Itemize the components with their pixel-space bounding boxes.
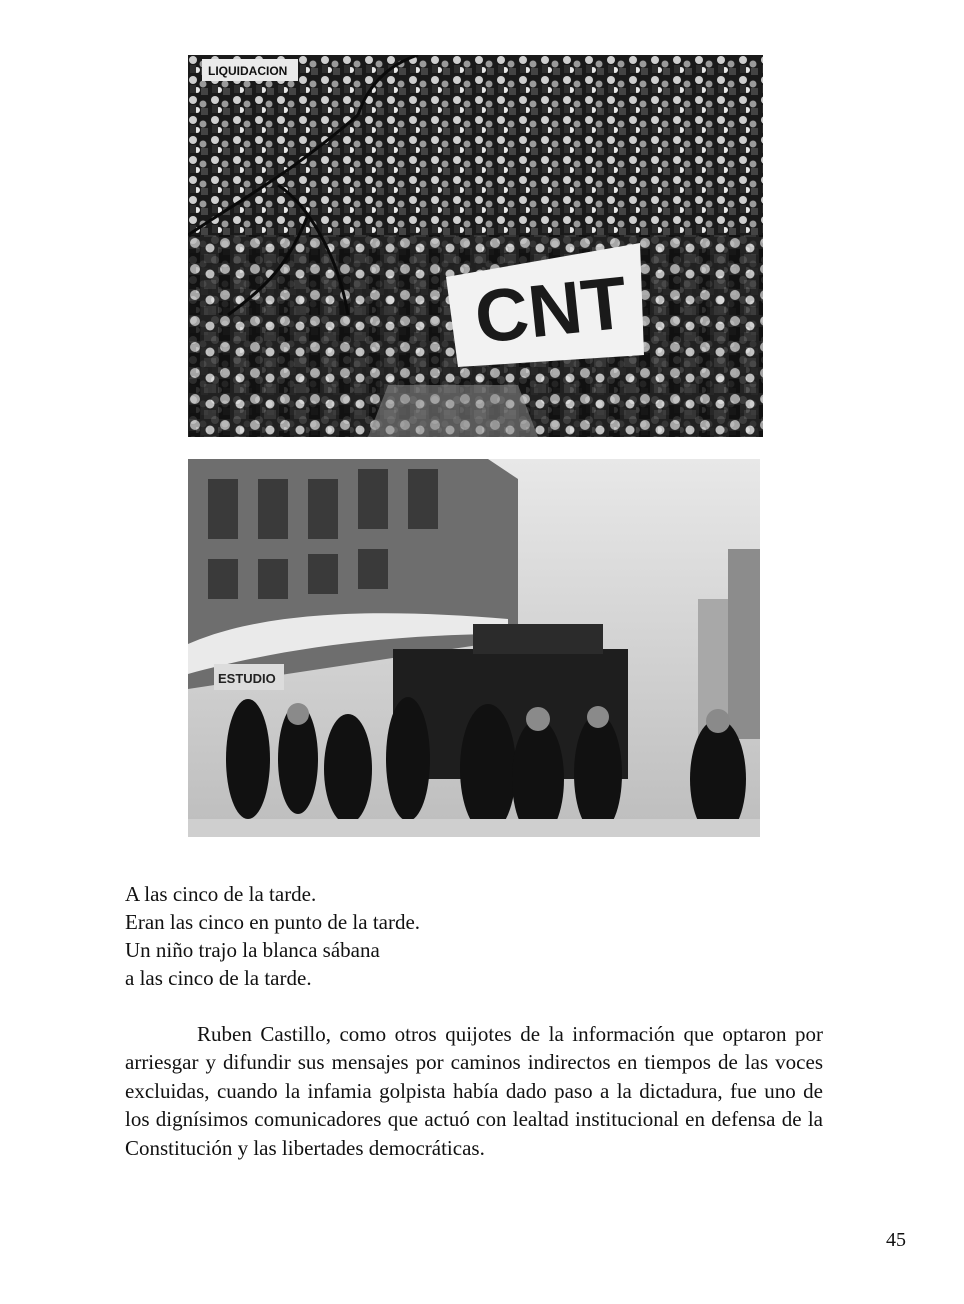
page-number: 45 [886,1229,906,1251]
banner-text: CNT [470,260,631,359]
body-paragraph: Ruben Castillo, como otros quijotes de la información que optaron por arriesgar y difundir sus mensajes por caminos indirectos en tiempos de las voces excluidas, cuando la infamia golpista había dado paso a la dictadura, fue uno de los dignísimos comunicadores que actuó con lealtad institucional en defensa de la Constitución y las libertades democráticas. [125,1022,823,1160]
poem-stanza [125,880,825,992]
poem-line: a las cinco de la tarde. [125,966,312,990]
water-cannon-photo [188,459,760,837]
storefront-sign-text: ESTUDIO [218,671,276,686]
poem-line: Eran las cinco en punto de la tarde. [125,910,421,934]
crowd-photo-graphic [188,55,763,437]
poem-line: A las cinco de la tarde. [125,882,317,906]
crowd-demonstration-photo [188,55,763,437]
water-cannon-photo-graphic [188,459,760,837]
poem-line: Un niño trajo la blanca sábana [125,938,380,962]
shop-sign-text: LIQUIDACION [208,64,288,78]
